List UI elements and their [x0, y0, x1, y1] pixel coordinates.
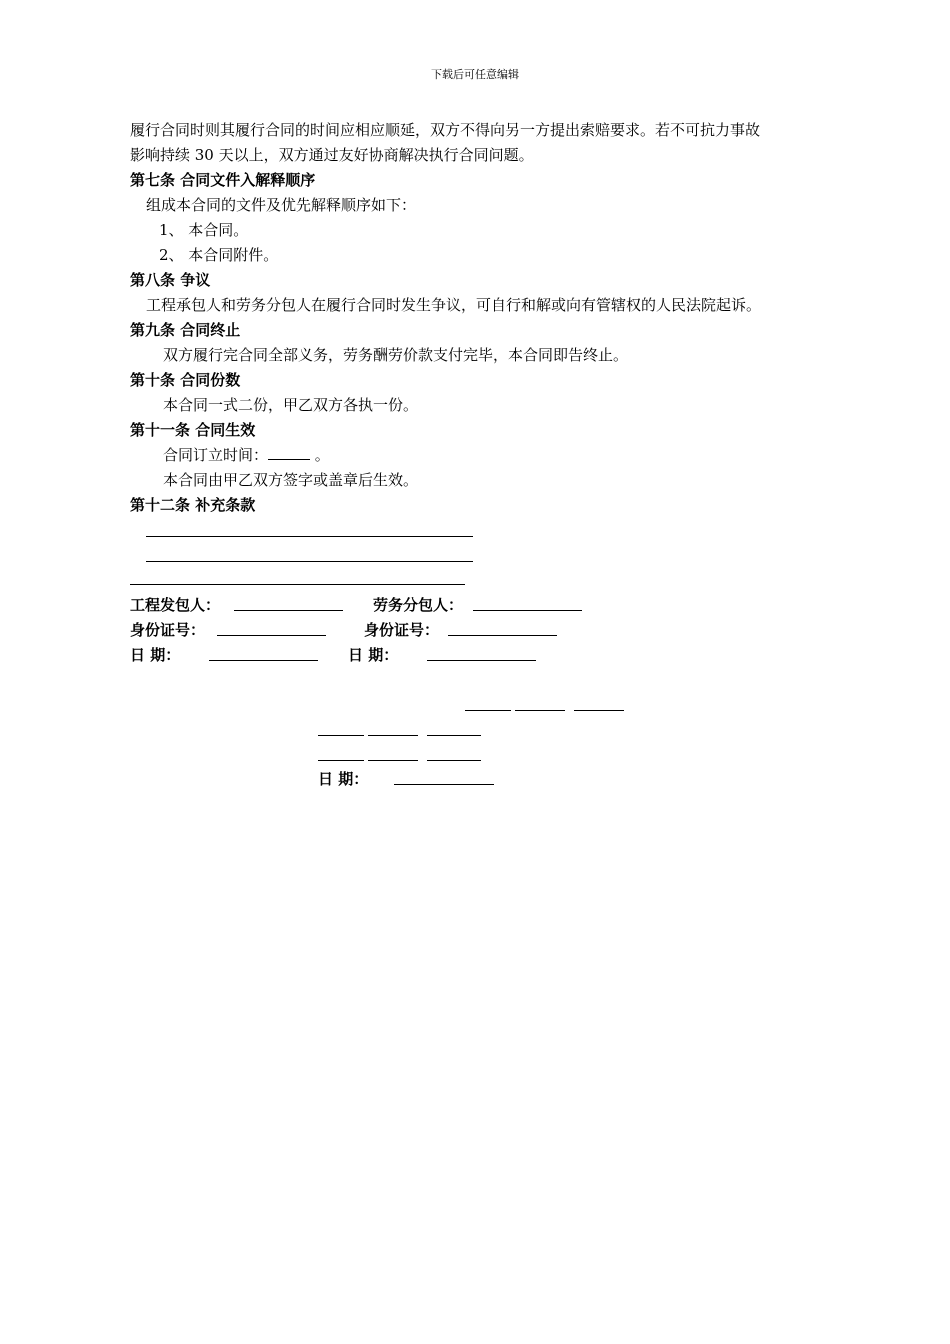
blank-line[interactable] — [318, 760, 364, 761]
article-11-text: 本合同由甲乙双方签字或盖章后生效。 — [163, 471, 419, 489]
article-7-title: 第七条 合同文件入解释顺序 — [130, 171, 316, 189]
article-11-title: 第十一条 合同生效 — [130, 421, 256, 439]
article-7-intro: 组成本合同的文件及优先解释顺序如下： — [146, 196, 417, 214]
contractor-id-label: 身份证号： — [130, 621, 206, 639]
blank-line[interactable] — [515, 710, 565, 711]
blank-line[interactable] — [427, 760, 481, 761]
paragraph-line: 履行合同时则其履行合同的时间应相应顺延，双方不得向另一方提出索赔要求。若不可抗力事故 — [130, 121, 761, 139]
supplement-line[interactable] — [146, 536, 473, 537]
paragraph-line: 影响持续 30 天以上，双方通过友好协商解决执行合同问题。 — [130, 146, 534, 164]
blank-line[interactable] — [574, 710, 624, 711]
contractor-label: 工程发包人： — [130, 596, 221, 614]
article-8-text: 工程承包人和劳务分包人在履行合同时发生争议，可自行和解或向有管辖权的人民法院起诉。 — [146, 296, 762, 314]
article-7-item-1: 1、 本合同。 — [159, 221, 249, 239]
blank-line[interactable] — [427, 735, 481, 736]
contract-time-blank[interactable] — [268, 445, 310, 460]
bottom-date-label: 日 期： — [318, 770, 369, 788]
supplement-line[interactable] — [146, 561, 473, 562]
article-10-title: 第十条 合同份数 — [130, 371, 241, 389]
subcontractor-id-blank[interactable] — [448, 635, 557, 636]
article-12-title: 第十二条 补充条款 — [130, 496, 256, 514]
contract-time-label: 合同订立时间： — [163, 446, 269, 464]
contractor-date-blank[interactable] — [209, 660, 318, 661]
article-9-text: 双方履行完合同全部义务，劳务酬劳价款支付完毕，本合同即告终止。 — [163, 346, 629, 364]
contractor-date-label: 日 期： — [130, 646, 181, 664]
blank-line[interactable] — [368, 735, 418, 736]
article-11-time-row — [163, 443, 330, 468]
article-10-text: 本合同一式二份，甲乙双方各执一份。 — [163, 396, 419, 414]
subcontractor-date-label: 日 期： — [348, 646, 399, 664]
supplement-line[interactable] — [130, 584, 465, 585]
article-7-item-2: 2、 本合同附件。 — [159, 246, 279, 264]
subcontractor-id-label: 身份证号： — [364, 621, 440, 639]
blank-line[interactable] — [318, 735, 364, 736]
article-8-title: 第八条 争议 — [130, 271, 211, 289]
contractor-blank[interactable] — [234, 610, 343, 611]
subcontractor-blank[interactable] — [473, 610, 582, 611]
subcontractor-date-blank[interactable] — [427, 660, 536, 661]
page-header: 下载后可任意编辑 — [431, 68, 519, 81]
bottom-date-blank[interactable] — [394, 784, 494, 785]
blank-line[interactable] — [465, 710, 511, 711]
contractor-id-blank[interactable] — [217, 635, 326, 636]
blank-line[interactable] — [368, 760, 418, 761]
article-9-title: 第九条 合同终止 — [130, 321, 241, 339]
contract-time-suffix: 。 — [310, 446, 330, 464]
subcontractor-label: 劳务分包人： — [373, 596, 464, 614]
